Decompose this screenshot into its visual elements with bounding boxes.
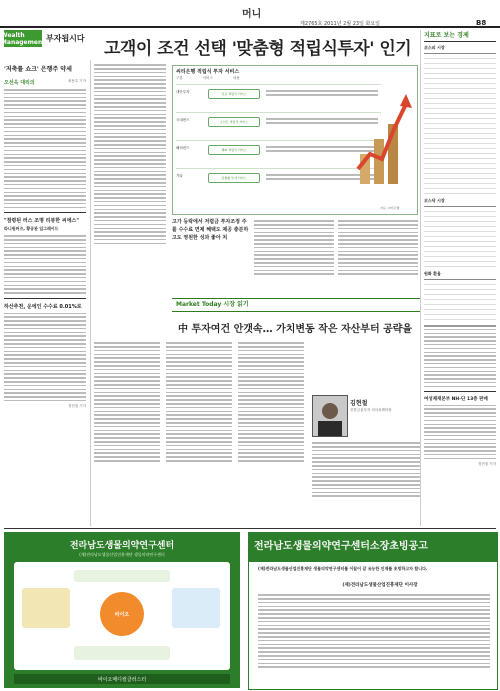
diagram-box-top <box>74 570 170 582</box>
diagram-box-left <box>22 588 70 628</box>
col-head-2: 서비스 <box>202 76 213 80</box>
section-title: 머니 <box>242 9 262 20</box>
ad-left-footer: 바이오메디컬클러스터 <box>14 674 230 684</box>
arrow-head-icon <box>400 94 412 108</box>
left-body-1 <box>4 89 86 208</box>
columnist-photo <box>312 395 348 437</box>
kosdaq-table <box>424 206 496 267</box>
col-head-3: 내용 <box>232 76 240 80</box>
product-table-source: 자료: 씨티은행 <box>380 206 400 210</box>
market-today-label: Market Today 시장 읽기 <box>176 301 249 308</box>
left-kicker-2: "점령된 러스 조명 리뷰한 씨에스" <box>4 218 79 225</box>
diagram-box-bottom <box>74 646 170 660</box>
ad-right-title: 전라남도생물의약연구센터소장초빙공고 <box>254 541 428 552</box>
column-divider-1 <box>90 60 91 526</box>
right-column <box>424 30 496 467</box>
row-name: 대안투자 <box>176 90 190 94</box>
page-number: B8 <box>476 19 487 27</box>
left-kicker-1: '저축률 쇼크' 은행주 약세 <box>4 66 72 73</box>
row-name: 해외펀드 <box>176 146 190 150</box>
fx-label: 원화 환율 <box>424 271 441 276</box>
col-head-1: 구분 <box>176 76 183 80</box>
market-headline: 中 투자여건 안갯속… 가치변동 작은 자산부터 공략을 <box>178 324 413 335</box>
left-section-label: 오선옥 대리의 <box>4 80 35 86</box>
mid-kicker: 고가 등락에서 저렴금 투자조정 주를 수수료 면제 혜택도 제공 충분하고도 영원한 성과 좋아 처 <box>172 219 249 241</box>
row-service: 포인트 적립식 서비스 <box>208 117 260 127</box>
left-body-3 <box>4 313 86 402</box>
left-sub-2: 라니원커즈, 황공관 입그레이드 <box>4 226 59 232</box>
arrow-line <box>358 104 406 169</box>
fx-table <box>424 279 496 320</box>
product-table-title: 씨티은행 적립식 투자 서비스 <box>176 69 240 75</box>
right-kicker: 여성제재본부 NH-단 13층 판매 <box>424 397 488 403</box>
kospi-table <box>424 53 496 194</box>
market-body <box>94 340 304 464</box>
issue-date: 제2765호 2011년 2월 23일 화요일 <box>300 21 380 27</box>
ad-divider <box>4 528 496 529</box>
article-column-2 <box>94 62 166 247</box>
row-service: 맞춤형 투자 서비스 <box>208 173 260 183</box>
row-service: 목표 적립식 서비스 <box>208 89 260 99</box>
left-byline-1: 최용호 기자 <box>67 79 86 83</box>
right-column-title: 지표로 보는 경제 <box>424 32 469 39</box>
market-body-right <box>312 440 420 499</box>
columnist-title: 신한금융투자 리서치센터장 <box>350 408 392 412</box>
row-name: 기타 <box>176 174 183 178</box>
right-byline: 정현철 기자 <box>477 461 496 466</box>
person-avatar-icon <box>313 396 347 436</box>
kosdaq-label: 코스닥 시장 <box>424 198 445 203</box>
left-column <box>4 64 86 409</box>
ad-right-subtitle: (재)전라남도생물산업진흥재단 생물의약연구센터를 이끌어 갈 유능한 인재를 초빙하고자 합니다. <box>258 566 428 571</box>
growth-chart-illustration <box>356 84 414 194</box>
row-name: 국내펀드 <box>176 118 190 122</box>
coin-stack-2 <box>374 139 384 184</box>
left-kicker-3: 하산추천, 운에인 수수료 0.01%로 <box>4 303 82 310</box>
table-row <box>176 112 381 131</box>
columnist-name: 김현철 <box>350 400 368 407</box>
main-headline: 고객이 조건 선택 '맞춤형 적립식투자' 인기 <box>104 39 412 59</box>
logo-name: 부자됩시다 <box>46 34 85 43</box>
column-divider-right <box>420 30 421 526</box>
table-row <box>176 168 381 187</box>
diagram-box-right <box>172 588 220 628</box>
product-table-header <box>176 76 240 81</box>
ad-left-panel <box>4 532 240 688</box>
ad-right-org: (재)전라남도생물산업진흥재단 이사장 <box>342 583 418 588</box>
left-body-2 <box>4 235 86 293</box>
article-column-3 <box>254 218 334 277</box>
section-logo <box>0 30 90 47</box>
table-row <box>176 140 381 159</box>
row-service: 해외 적립식 서비스 <box>208 145 260 155</box>
ad-left-subtitle: (재)전라남도생물산업진흥재단 생물의약연구센터 <box>79 552 165 557</box>
diagram-center-circle: 바이오 <box>100 592 144 636</box>
ad-left-diagram <box>14 562 230 670</box>
ad-left-title: 전라남도생물의약연구센터 <box>69 541 175 551</box>
ad-right-body <box>258 592 490 670</box>
kospi-label: 코스피 시장 <box>424 45 445 50</box>
logo-badge: Wealth Management <box>0 31 46 46</box>
table-row <box>176 84 381 103</box>
left-byline-3: 정현철 기자 <box>67 403 86 408</box>
article-column-4 <box>338 218 418 277</box>
